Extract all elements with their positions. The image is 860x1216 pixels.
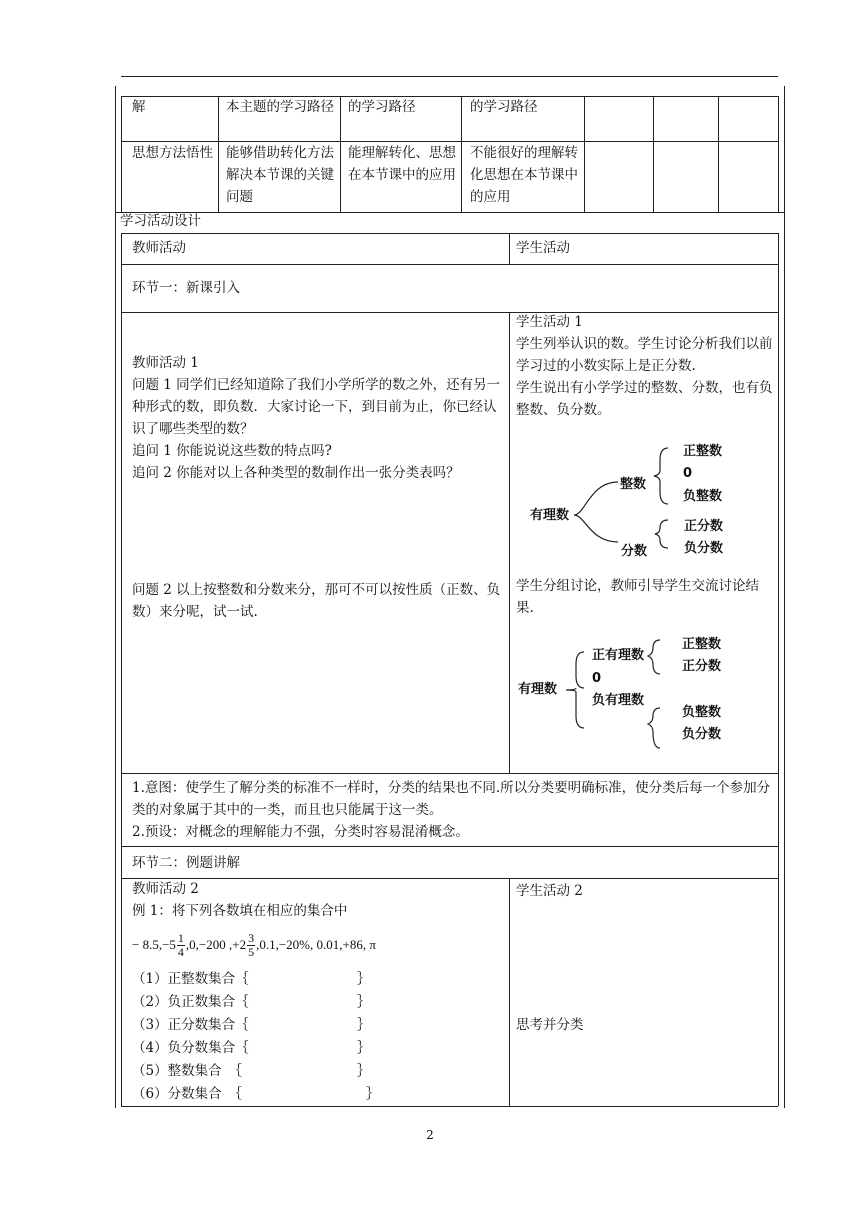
row2-col4: 不能很好的理解转化思想在本节课中的应用 xyxy=(470,145,578,205)
tree1-fractions: 分数 xyxy=(621,544,648,559)
example-1: 例 1：将下列各数填在相应的集合中 xyxy=(132,903,348,919)
tree2-negative-integers: 负整数 xyxy=(682,705,722,720)
row1-col2: 本主题的学习路径 xyxy=(226,99,334,115)
set-close-brace: ｝ xyxy=(366,1086,380,1102)
row2-col2: 能够借助转化方法解决本节课的关键问题 xyxy=(226,145,334,205)
step2-title: 环节二：例题讲解 xyxy=(132,855,240,871)
student-text-2: 学生说出有小学学过的整数、分数，也有负整数、负分数。 xyxy=(516,380,773,418)
tree2-root: 有理数 xyxy=(518,682,558,697)
follow-up-2: 追问 2 你能对以上各种类型的数制作出一张分类表吗？ xyxy=(132,465,460,481)
design-intent: 1.意图：使学生了解分类的标准不一样时，分类的结果也不同.所以分类要明确标准，使分类后每一个参加分类的对象属于其中的一类，而且也只能属于这一类。 xyxy=(132,780,771,818)
row2-col1: 思想方法悟性 xyxy=(132,145,213,161)
teacher-col-header: 教师活动 xyxy=(132,240,186,256)
tree1-zero: 0 xyxy=(683,466,693,481)
set-item: （6）分数集合 ｛ xyxy=(132,1086,242,1102)
row1-col3: 的学习路径 xyxy=(348,99,416,115)
question-2: 问题 2 以上按整数和分数来分，那可不可以按性质（正数、负数）来分呢，试一试. xyxy=(132,582,501,620)
design-preset: 2.预设：对概念的理解能力不强，分类时容易混淆概念。 xyxy=(132,824,469,840)
tree1-negative-integers: 负整数 xyxy=(683,489,723,504)
fraction-1-denominator: 4 xyxy=(177,944,184,959)
tree1-integers: 整数 xyxy=(620,477,647,492)
tree2-positive-fractions: 正分数 xyxy=(682,659,722,674)
student-activity-1-label: 学生活动 1 xyxy=(516,314,583,330)
example-number-list: − 8.5,−5 $\frac{1}{4}$ ,0,−200 ,+2 $\frac{3}{5}$ ,0.1,−20%, 0.01,+86, π xyxy=(132,930,376,959)
section-title: 学习活动设计 xyxy=(120,213,201,229)
tree1-root: 有理数 xyxy=(530,508,570,523)
tree1-positive-integers: 正整数 xyxy=(683,444,723,459)
follow-up-1: 追问 1 你能说说这些数的特点吗? xyxy=(132,443,332,459)
row2-col3: 能理解转化、思想在本节课中的应用 xyxy=(348,145,456,183)
fraction-2-denominator: 5 xyxy=(248,944,255,959)
tree2-zero: 0 xyxy=(592,671,602,686)
fraction-2-numerator: 3 xyxy=(248,930,255,945)
set-item: （3）正分数集合｛ xyxy=(132,1017,249,1033)
teacher-activity-2-label: 教师活动 2 xyxy=(132,881,199,897)
tree1-negative-fractions: 负分数 xyxy=(684,541,724,556)
row1-col1: 解 xyxy=(132,99,146,115)
page-number: 2 xyxy=(426,1128,434,1142)
header-rule xyxy=(121,76,778,77)
set-item: （5）整数集合 ｛ xyxy=(132,1063,242,1079)
set-item: （4）负分数集合｛ xyxy=(132,1040,249,1056)
tree2-positive-rationals: 正有理数 xyxy=(592,648,645,663)
teacher-activity-1-label: 教师活动 1 xyxy=(132,355,199,371)
set-close-brace: ｝ xyxy=(357,1040,371,1056)
student-activity-2-label: 学生活动 2 xyxy=(516,883,583,899)
set-close-brace: ｝ xyxy=(357,1063,371,1079)
row1-col4: 的学习路径 xyxy=(470,99,538,115)
student-text-1: 学生列举认识的数。学生讨论分析我们以前学习过的小数实际上是正分数. xyxy=(516,336,773,374)
tree2-negative-rationals: 负有理数 xyxy=(592,693,645,708)
set-close-brace: ｝ xyxy=(357,1017,371,1033)
tree2-negative-fractions: 负分数 xyxy=(682,727,722,742)
set-item: （1）正整数集合｛ xyxy=(132,971,249,987)
student-col-header: 学生活动 xyxy=(516,240,570,256)
step1-title: 环节一：新课引入 xyxy=(132,280,240,296)
set-item: （2）负正数集合｛ xyxy=(132,994,249,1010)
tree1-positive-fractions: 正分数 xyxy=(684,519,724,534)
student-activity-2-text: 思考并分类 xyxy=(516,1017,584,1033)
fraction-1-numerator: 1 xyxy=(177,930,184,945)
question-1: 问题 1 同学们已经知道除了我们小学所学的数之外，还有另一种形式的数，即负数．大家讨论一下，到目前为止，你已经认识了哪些类型的数？ xyxy=(132,377,501,437)
set-close-brace: ｝ xyxy=(357,994,371,1010)
tree2-positive-integers: 正整数 xyxy=(682,637,722,652)
set-close-brace: ｝ xyxy=(357,971,371,987)
student-text-3: 学生分组讨论，教师引导学生交流讨论结果. xyxy=(516,578,759,616)
